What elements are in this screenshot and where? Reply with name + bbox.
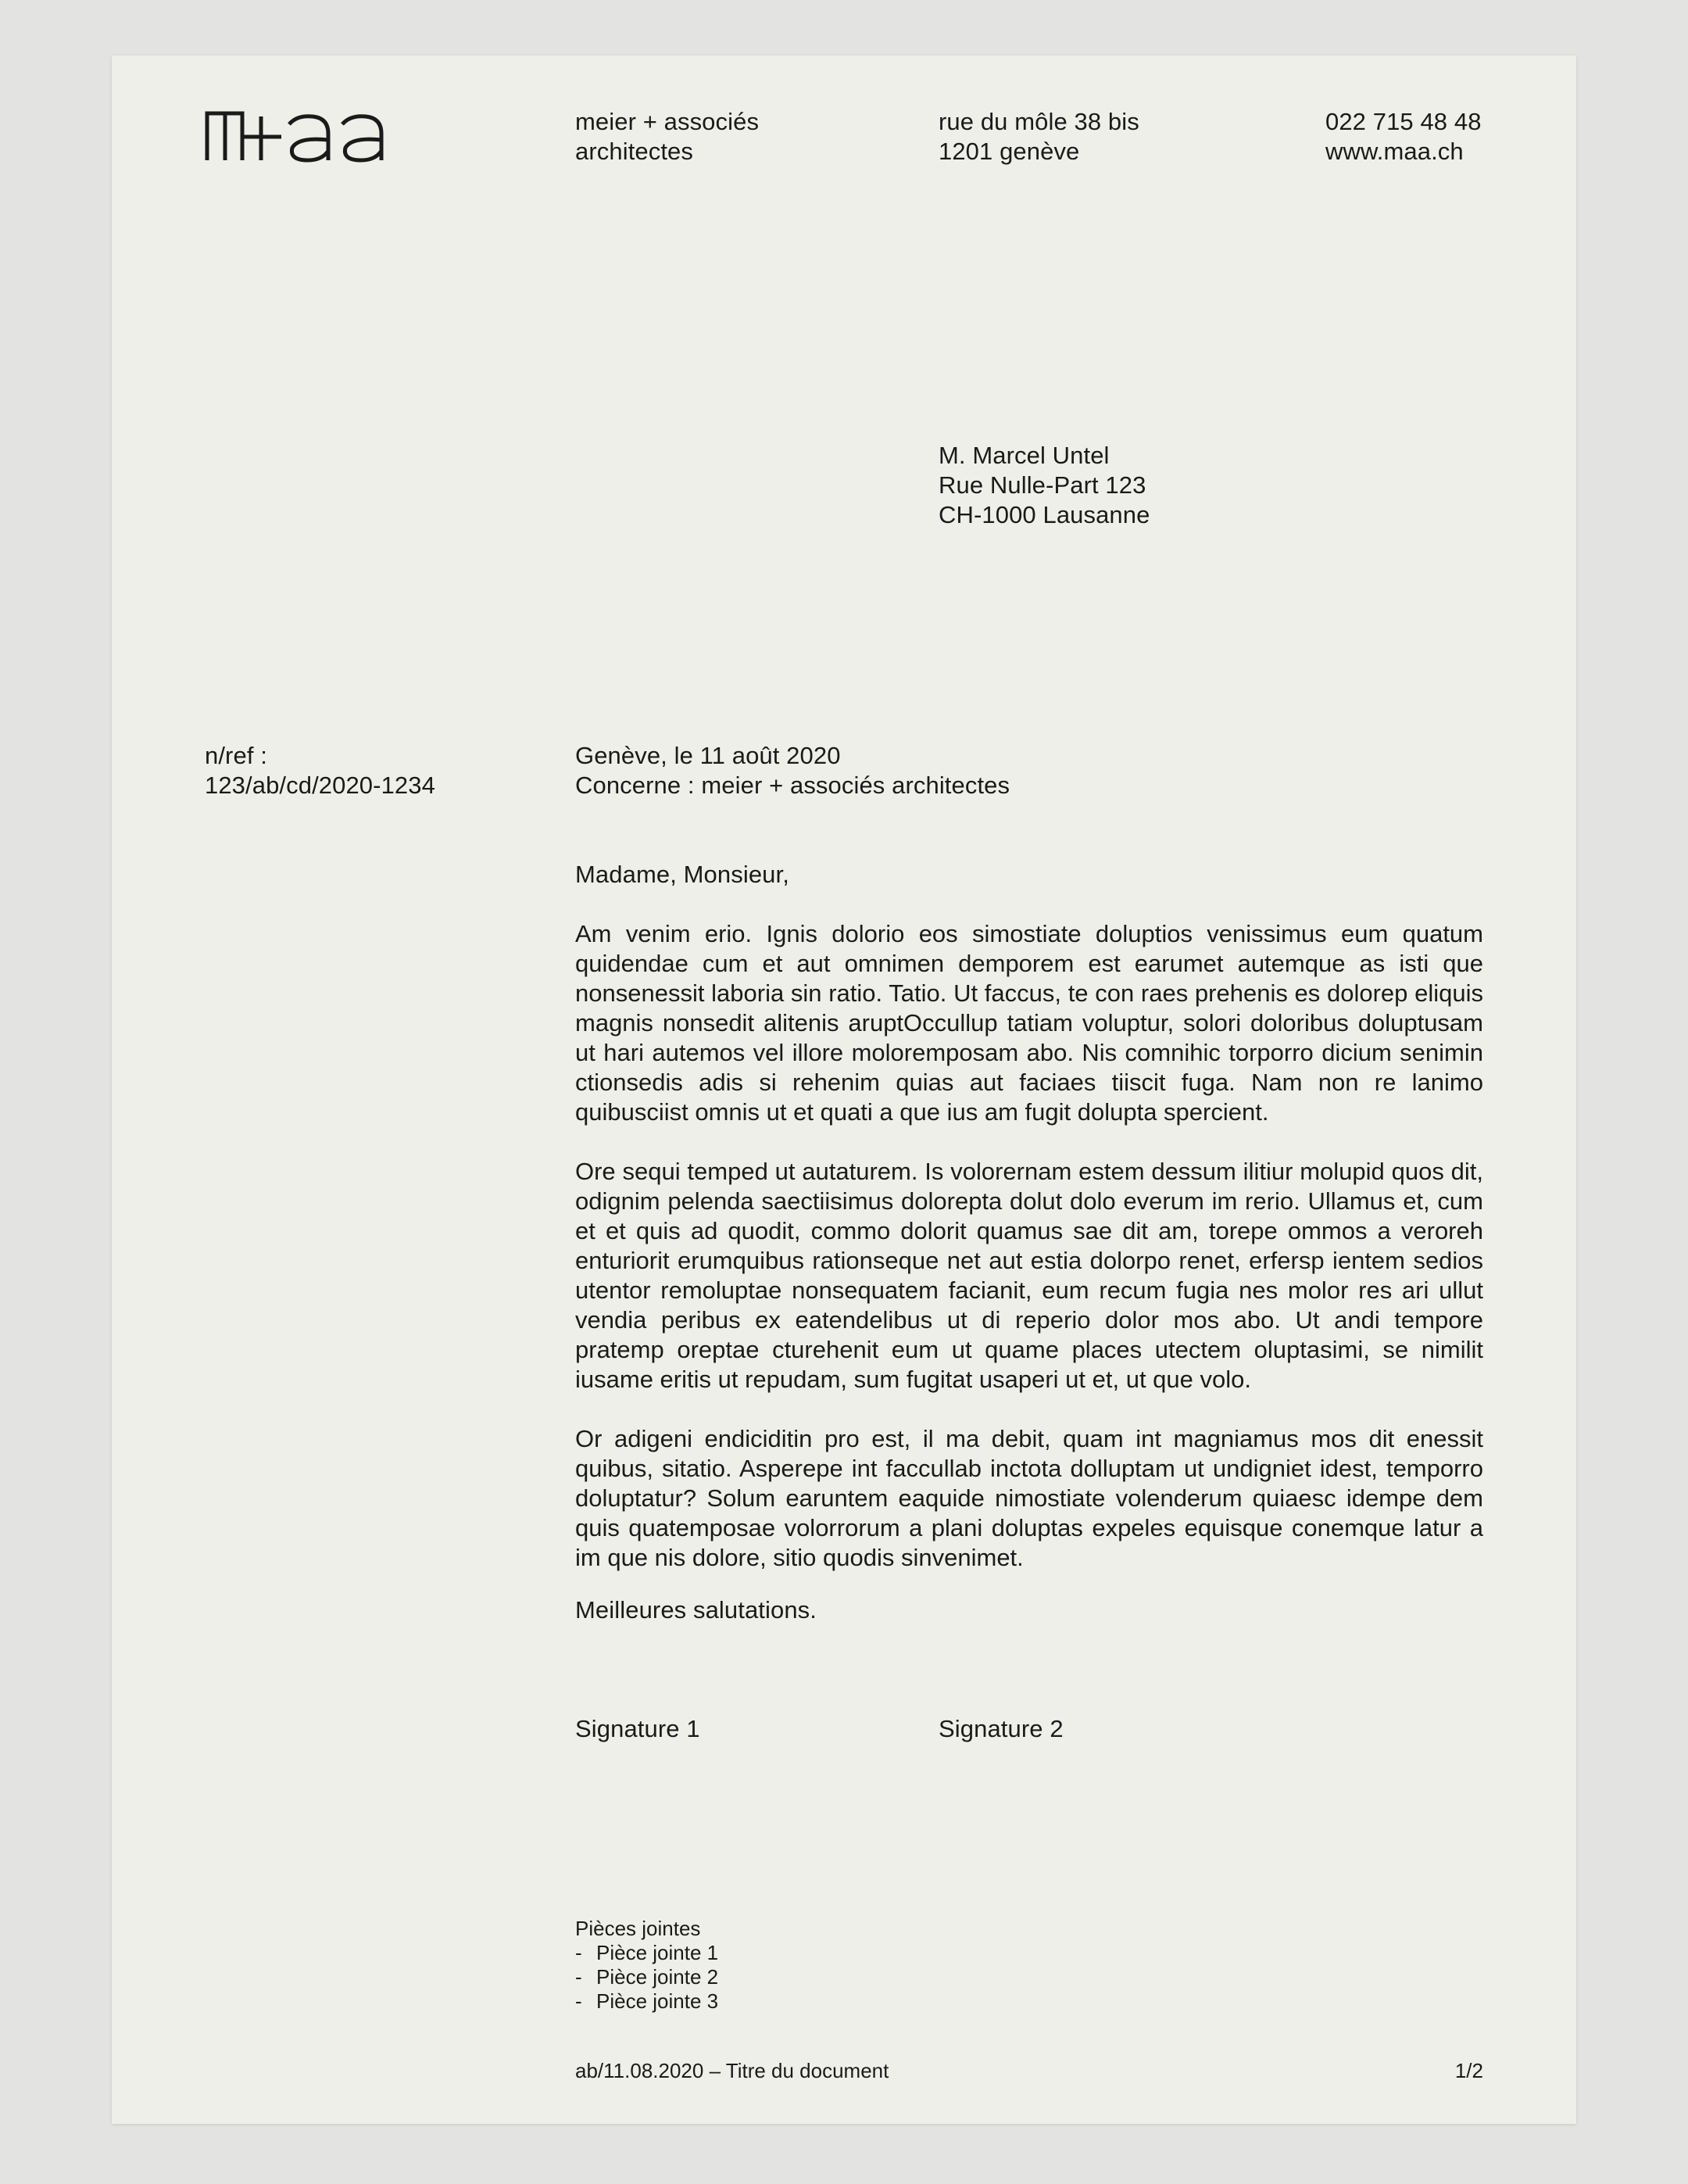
footer-document: ab/11.08.2020 – Titre du document [575,2059,889,2082]
website-link[interactable]: www.maa.ch [1325,138,1464,165]
letter-subject: Concerne : meier + associés architectes [575,772,1010,799]
attachment-label: Pièce jointe 2 [596,1965,719,1989]
bullet-dash: - [575,1965,582,1989]
maa-logo [205,109,396,163]
attachment-item [575,1965,718,1989]
signature-2: Signature 2 [939,1715,1064,1742]
attachments-title: Pièces jointes [575,1917,701,1940]
reference-label: n/ref : [205,742,267,769]
company-line: meier + associés [575,108,760,135]
attachment-label: Pièce jointe 1 [596,1941,719,1964]
recipient-line: M. Marcel Untel [939,442,1110,469]
bullet-dash: - [575,1941,582,1964]
recipient-line: CH-1000 Lausanne [939,501,1150,528]
bullet-dash: - [575,1989,582,2013]
company-line: architectes [575,138,693,165]
reference [205,741,435,800]
company-contact [1325,107,1482,166]
closing: Meilleures salutations. [575,1596,817,1624]
body-paragraph: Ore sequi temped ut autaturem. Is volorernam estem dessum ilitiur molupid quos dit, odignim pelenda saectiisimus dolorepta dolut dolo everum im rerio. Ullamus et, cum et et quis ad quodit, commo dolorit quamus sae dit am, torepe ommos a veroreh enturiorit erumquibus rationseque net aut estia dolorpo renet, erfersp ientem sedios utentor remoluptae nonsequatem facianit, eum recum fugia nes molor res ari ullut vendia peribus ex eatendelibus ut di reperio dolor mos abo. Ut andi tempore pratemp oreptae cturehenit eum ut quame places utectem oluptasimi, se nimilit iusame eritis ut repudam, sum fugitat usaperi ut et, ut que volo. [575,1158,1483,1393]
letter-page [112,55,1576,2124]
body-paragraph: Am venim erio. Ignis dolorio eos simostiate doluptios venissimus eum quatum quidendae cum et aut omnimen demporem est earumet autemque as isti que nonsenessit laboria sin ratio. Tatio. Ut faccus, te con raes prehenis es dolorep eliquis magnis nonsedit alitenis aruptOccullup tatiam voluptur, solori doloribus doluptusam ut hari autemos vel illore moloremposam abo. Nis comnihic torporro dicium senimin ctionsedis adis si rehenim quias aut faciaes tiiscit fuga. Nam non re lanimo quibusciist omnis ut et quati a que ius am fugit dolupta spercient. [575,920,1483,1126]
address-line: 1201 genève [939,138,1080,165]
company-address [939,107,1139,166]
address-line: rue du môle 38 bis [939,108,1139,135]
salutation: Madame, Monsieur, [575,861,789,888]
company-name [575,107,759,166]
phone-number: 022 715 48 48 [1325,108,1482,135]
signature-1: Signature 1 [575,1715,700,1742]
letter-meta [575,741,1010,800]
recipient-address [939,441,1150,530]
attachment-item [575,1941,718,1965]
recipient-line: Rue Nulle-Part 123 [939,471,1146,499]
body-paragraph: Or adigeni endiciditin pro est, il ma debit, quam int magniamus mos dit enessit quibus, sitatio. Asperepe int faccullab inctota dolluptam ut undigniet idest, temporro doluptatur? Solum earuntem eaquide nimostiate volenderum quiaesc idempe dem quis quatemposae volorrorum a plani doluptas expeles equisque conemque latur a im que nis dolore, sitio quodis sinvenimet. [575,1425,1483,1571]
attachments [575,1917,718,2014]
attachment-item [575,1989,718,2014]
reference-value: 123/ab/cd/2020-1234 [205,772,435,799]
footer-page-number: 1/2 [1454,2059,1483,2082]
letter-date: Genève, le 11 août 2020 [575,742,841,769]
attachment-label: Pièce jointe 3 [596,1989,719,2013]
